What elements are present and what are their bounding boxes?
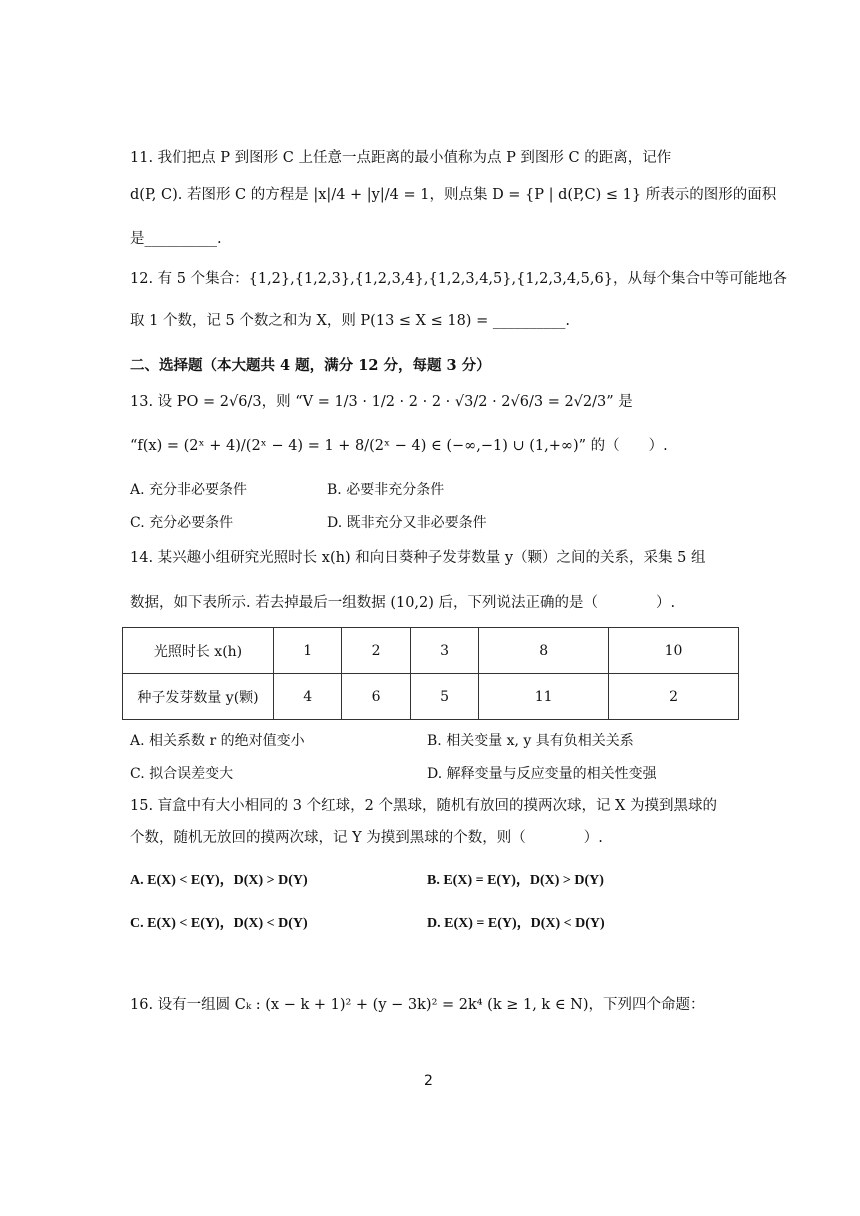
table-cell: 1 xyxy=(274,628,342,674)
q13-option-c: C. 充分必要条件 xyxy=(130,515,234,531)
q11-line3: 是__________. xyxy=(130,231,222,247)
q14-option-b: B. 相关变量 x, y 具有负相关关系 xyxy=(427,733,634,749)
q14-option-a: A. 相关系数 r 的绝对值变小 xyxy=(130,733,305,749)
q14-line1: 14. 某兴趣小组研究光照时长 x(h) 和向日葵种子发芽数量 y（颗）之间的关系，采集 5 组 xyxy=(130,550,706,566)
q12-line2: 取 1 个数，记 5 个数之和为 X，则 P(13 ≤ X ≤ 18) = __________. xyxy=(130,313,570,329)
table-cell: 2 xyxy=(609,674,739,720)
row-header-seed-count: 种子发芽数量 y(颗) xyxy=(123,674,274,720)
q16-line1: 16. 设有一组圆 Cₖ : (x − k + 1)² + (y − 3k)² = 2k⁴ (k ≥ 1, k ∈ N)，下列四个命题： xyxy=(130,997,705,1013)
q15-option-d: D. E(X) = E(Y)，D(X) < D(Y) xyxy=(427,916,605,931)
q14-option-c: C. 拟合误差变大 xyxy=(130,766,234,782)
table-cell: 2 xyxy=(342,628,410,674)
table-row xyxy=(123,628,739,674)
q13-line2: “f(x) = (2ˣ + 4)/(2ˣ − 4) = 1 + 8/(2ˣ − 4) ∈ (−∞,−1) ∪ (1,+∞)” 的（ ）. xyxy=(130,438,668,454)
row-header-light-hours: 光照时长 x(h) xyxy=(123,628,274,674)
q11-line2: d(P, C). 若图形 C 的方程是 |x|/4 + |y|/4 = 1，则点集 D = {P | d(P,C) ≤ 1} 所表示的图形的面积 xyxy=(130,187,777,203)
q13-option-d: D. 既非充分又非必要条件 xyxy=(327,515,487,531)
q15-option-b: B. E(X) = E(Y)，D(X) > D(Y) xyxy=(427,873,604,888)
q13-line1: 13. 设 PO = 2√6/3，则 “V = 1/3 · 1/2 · 2 · 2 · √3/2 · 2√6/3 = 2√2/3” 是 xyxy=(130,394,633,410)
table-row xyxy=(123,674,739,720)
table-cell: 8 xyxy=(479,628,609,674)
q13-option-b: B. 必要非充分条件 xyxy=(327,482,445,498)
q11-line1: 11. 我们把点 P 到图形 C 上任意一点距离的最小值称为点 P 到图形 C 的距离，记作 xyxy=(130,150,672,166)
table-cell: 5 xyxy=(410,674,478,720)
data-table xyxy=(122,627,739,720)
page-number: 2 xyxy=(424,1073,433,1089)
section-heading: 二、选择题（本大题共 4 题，满分 12 分，每题 3 分） xyxy=(130,357,491,374)
q15-option-c: C. E(X) < E(Y)，D(X) < D(Y) xyxy=(130,916,308,931)
table-cell: 3 xyxy=(410,628,478,674)
table-cell: 4 xyxy=(274,674,342,720)
table-cell: 10 xyxy=(609,628,739,674)
table-cell: 6 xyxy=(342,674,410,720)
q15-option-a: A. E(X) < E(Y)，D(X) > D(Y) xyxy=(130,873,308,888)
q12-line1: 12. 有 5 个集合：{1,2},{1,2,3},{1,2,3,4},{1,2,3,4,5},{1,2,3,4,5,6}，从每个集合中等可能地各 xyxy=(130,271,787,287)
q15-line2: 个数，随机无放回的摸两次球，记 Y 为摸到黑球的个数，则（ ）. xyxy=(130,830,603,846)
q14-line2: 数据，如下表所示. 若去掉最后一组数据 (10,2) 后，下列说法正确的是（ ）. xyxy=(130,595,676,611)
q13-option-a: A. 充分非必要条件 xyxy=(130,482,248,498)
q15-line1: 15. 盲盒中有大小相同的 3 个红球，2 个黑球，随机有放回的摸两次球，记 X 为摸到黑球的 xyxy=(130,798,717,814)
q14-option-d: D. 解释变量与反应变量的相关性变强 xyxy=(427,766,657,782)
table-cell: 11 xyxy=(479,674,609,720)
